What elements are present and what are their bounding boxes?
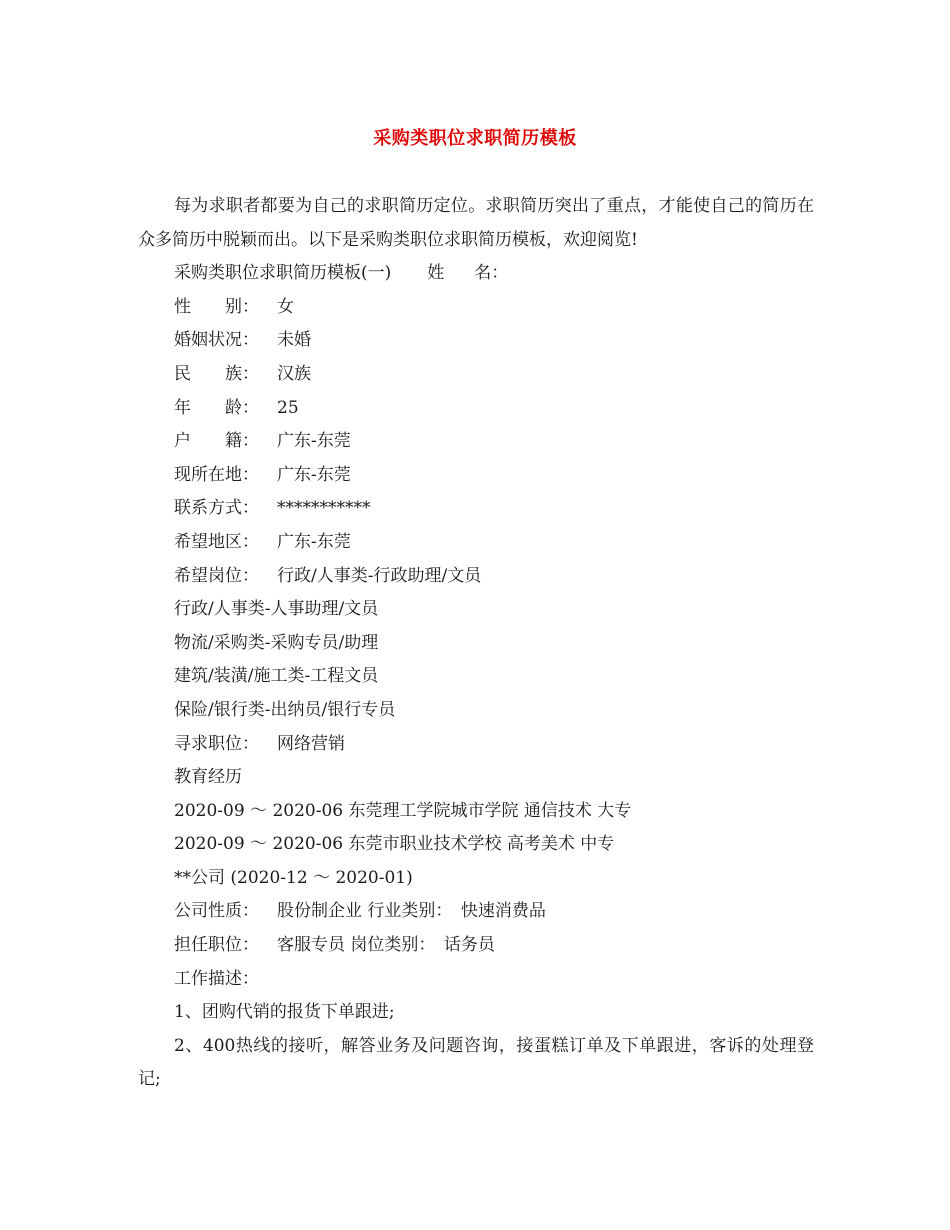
field-value: 广东-东莞	[277, 531, 351, 552]
field-age	[138, 392, 814, 426]
field-desired-region	[138, 526, 814, 560]
field-value: 25	[277, 397, 299, 418]
field-value: ***********	[277, 498, 371, 519]
education-entry: 2020-09 ～ 2020-06 东莞市职业技术学校 高考美术 中专	[174, 834, 615, 855]
duty-item: 1、团购代销的报货下单跟进;	[174, 1002, 395, 1023]
template-heading-line	[138, 257, 814, 291]
field-marital-status	[138, 324, 814, 358]
template-heading: 采购类职位求职简历模板(一)	[174, 263, 392, 284]
company-line: **公司 (2020-12 ～ 2020-01)	[174, 867, 413, 888]
field-label: 户 籍：	[174, 431, 259, 452]
name-label-first: 姓	[427, 263, 445, 284]
position-line: 保险/银行类-出纳员/银行专员	[174, 699, 396, 720]
field-seeking-position	[138, 728, 814, 762]
field-value: 客服专员 岗位类别： 话务员	[277, 935, 495, 956]
field-value: 女	[277, 296, 294, 317]
field-label: 年 龄：	[174, 397, 259, 418]
work-description-heading: 工作描述：	[174, 968, 259, 989]
name-label-second: 名：	[474, 263, 509, 284]
position-line: 建筑/装潢/施工类-工程文员	[174, 666, 379, 687]
field-value: 广东-东莞	[277, 464, 351, 485]
field-current-location	[138, 459, 814, 493]
field-value: 汉族	[277, 363, 311, 384]
position-line: 行政/人事类-人事助理/文员	[174, 599, 379, 620]
field-label: 民 族：	[174, 363, 259, 384]
education-heading: 教育经历	[174, 767, 242, 788]
field-label: 公司性质：	[174, 901, 259, 922]
field-value: 广东-东莞	[277, 431, 351, 452]
field-label: 婚姻状况：	[174, 330, 259, 351]
field-gender	[138, 291, 814, 325]
field-label: 希望地区：	[174, 531, 259, 552]
field-position-held	[138, 929, 814, 963]
document-body	[138, 190, 814, 1097]
position-line: 物流/采购类-采购专员/助理	[174, 632, 379, 653]
field-desired-position	[138, 560, 814, 594]
field-contact	[138, 492, 814, 526]
field-label: 现所在地：	[174, 464, 259, 485]
field-value: 股份制企业 行业类别： 快速消费品	[277, 901, 546, 922]
field-company-nature	[138, 895, 814, 929]
duty-item: 2、400热线的接听，解答业务及问题咨询，接蛋糕订单及下单跟进，客诉的处理登记;	[138, 1035, 814, 1090]
field-value: 行政/人事类-行政助理/文员	[277, 565, 482, 586]
field-label: 希望岗位：	[174, 565, 259, 586]
field-label: 担任职位：	[174, 935, 259, 956]
field-value: 未婚	[277, 330, 311, 351]
field-ethnicity	[138, 358, 814, 392]
field-label: 性 别：	[174, 296, 259, 317]
education-entry: 2020-09 ～ 2020-06 东莞理工学院城市学院 通信技术 大专	[174, 800, 632, 821]
field-label: 联系方式：	[174, 498, 259, 519]
field-label: 寻求职位：	[174, 733, 259, 754]
field-value: 网络营销	[277, 733, 345, 754]
field-household-registration	[138, 425, 814, 459]
document-title: 采购类职位求职简历模板	[373, 128, 577, 149]
intro-paragraph: 每为求职者都要为自己的求职简历定位。求职简历突出了重点，才能使自己的简历在众多简历中脱颖而出。以下是采购类职位求职简历模板，欢迎阅览!	[138, 196, 814, 250]
